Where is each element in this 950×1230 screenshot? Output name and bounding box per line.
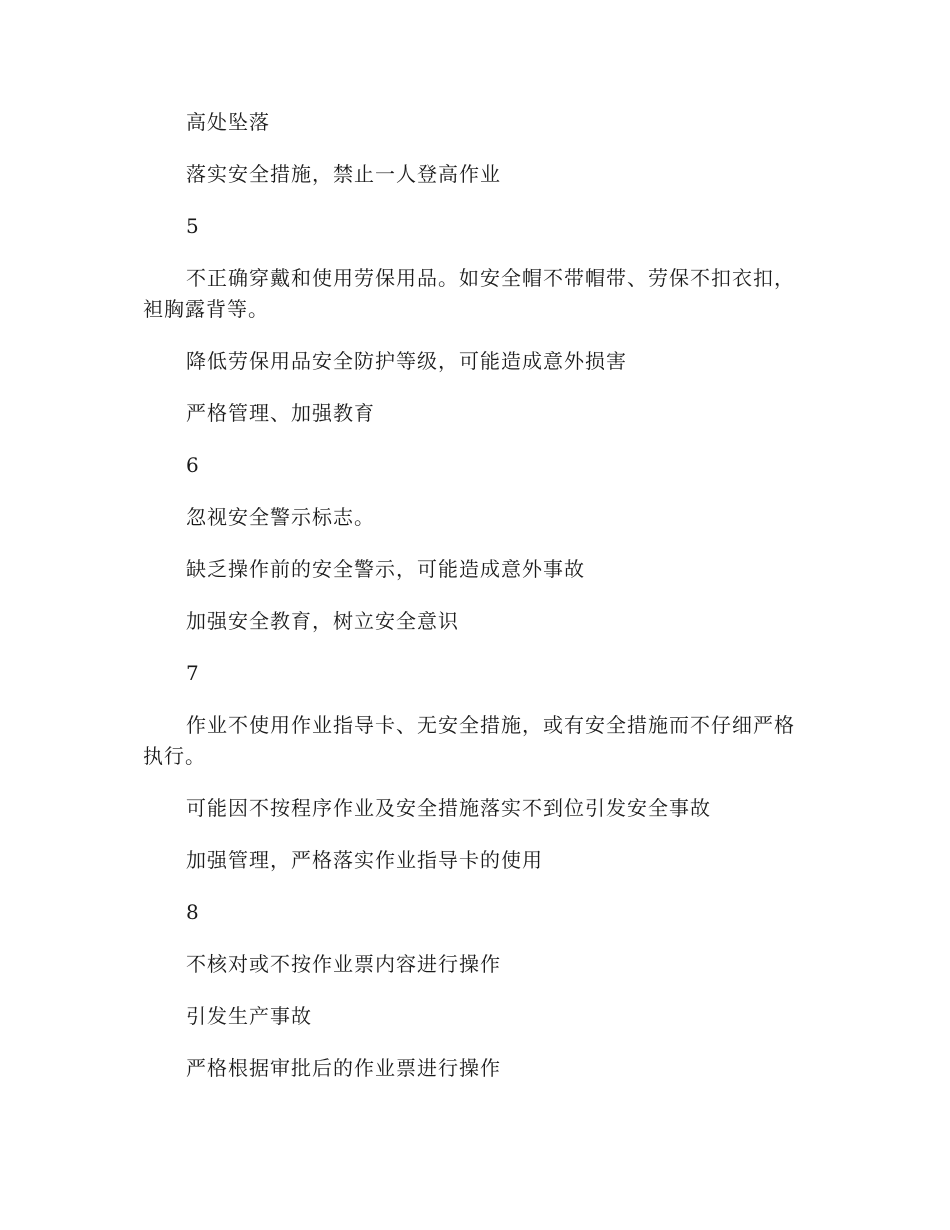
control-measure-text: 加强管理，严格落实作业指导卡的使用	[186, 848, 543, 872]
consequence-text: 缺乏操作前的安全警示，可能造成意外事故	[186, 557, 585, 581]
control-measure-text: 落实安全措施，禁止一人登高作业	[186, 162, 501, 186]
hazard-item-text: 高处坠落	[186, 110, 270, 134]
hazard-description: 不正确穿戴和使用劳保用品。如安全帽不带帽带、劳保不扣衣扣，袒胸露背等。	[143, 266, 795, 321]
consequence-text: 可能因不按程序作业及安全措施落实不到位引发安全事故	[186, 796, 711, 820]
control-measure-text: 严格根据审批后的作业票进行操作	[186, 1056, 501, 1080]
document-body	[143, 107, 808, 1105]
control-measure-text: 加强安全教育，树立安全意识	[186, 609, 459, 633]
item-number: 8	[186, 900, 200, 924]
consequence-text: 引发生产事故	[186, 1004, 312, 1028]
hazard-description: 忽视安全警示标志。	[186, 505, 375, 529]
consequence-text: 降低劳保用品安全防护等级，可能造成意外损害	[186, 349, 627, 373]
hazard-description: 不核对或不按作业票内容进行操作	[186, 952, 501, 976]
item-number: 5	[186, 214, 200, 238]
item-number: 6	[186, 453, 200, 477]
control-measure-text: 严格管理、加强教育	[186, 401, 375, 425]
hazard-description: 作业不使用作业指导卡、无安全措施，或有安全措施而不仔细严格执行。	[143, 713, 795, 768]
item-number: 7	[186, 661, 200, 685]
